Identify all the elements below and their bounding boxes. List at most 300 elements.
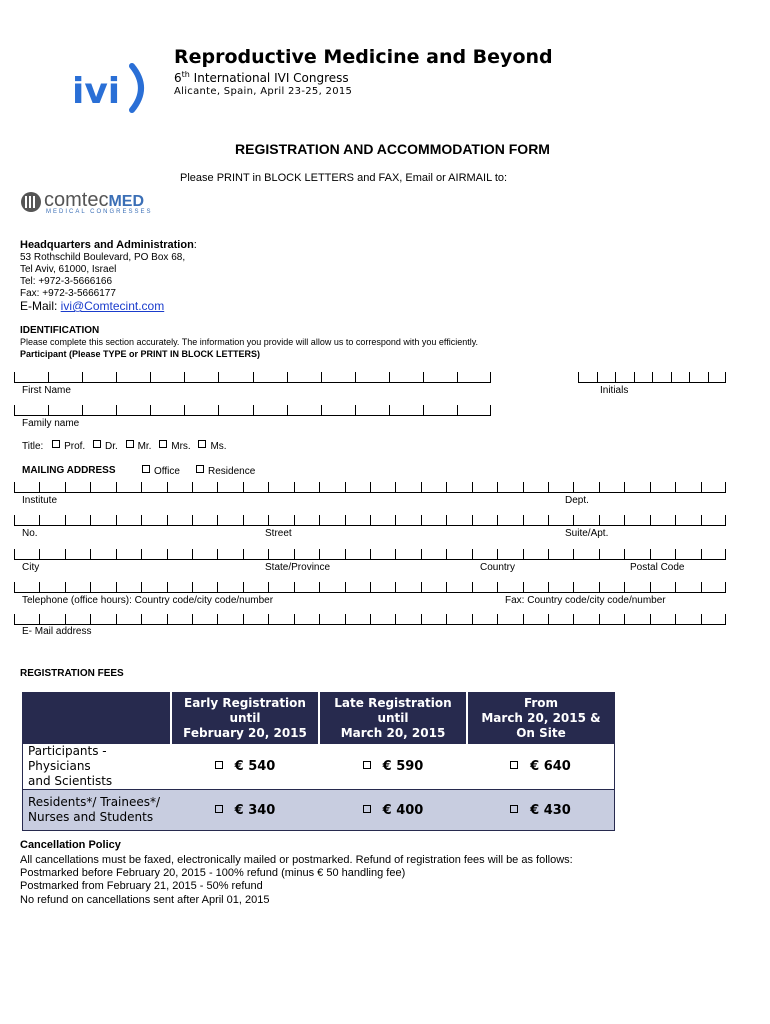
field-divider <box>650 582 651 592</box>
field-divider <box>523 582 524 592</box>
fee-option[interactable] <box>467 744 615 790</box>
field-divider <box>167 549 168 559</box>
field-divider <box>116 515 117 525</box>
field-divider <box>90 582 91 592</box>
checkbox-icon <box>198 440 206 448</box>
field-divider <box>14 515 15 525</box>
field-divider <box>192 582 193 592</box>
checkbox-icon <box>159 440 167 448</box>
city-label: City <box>22 562 40 573</box>
fee-price: € 400 <box>382 802 424 818</box>
field-divider <box>370 515 371 525</box>
field-divider <box>39 482 40 492</box>
field-divider <box>446 549 447 559</box>
field-divider <box>150 372 151 382</box>
fee-header-onsite <box>467 692 615 744</box>
registration-fees-table <box>22 692 615 831</box>
field-divider <box>116 614 117 624</box>
field-divider <box>472 582 473 592</box>
field-divider <box>421 614 422 624</box>
field-divider <box>217 582 218 592</box>
field-divider <box>389 405 390 415</box>
field-divider <box>14 405 15 415</box>
suite-label: Suite/Apt. <box>565 528 609 539</box>
field-divider <box>701 614 702 624</box>
field-divider <box>217 614 218 624</box>
field-divider <box>141 515 142 525</box>
congress-number: 6 <box>174 71 182 85</box>
cancellation-line: Postmarked before February 20, 2015 - 100% refund (minus € 50 handling fee) <box>20 867 406 879</box>
form-title: REGISTRATION AND ACCOMMODATION FORM <box>235 141 550 157</box>
field-divider <box>287 405 288 415</box>
field-divider <box>395 515 396 525</box>
field-divider <box>345 515 346 525</box>
field-divider <box>150 405 151 415</box>
ivi-logo-text: ivi <box>72 71 121 112</box>
field-divider <box>218 405 219 415</box>
fee-category-line: and Scientists <box>28 774 113 788</box>
postal-code-label: Postal Code <box>630 562 685 573</box>
initials-label: Initials <box>600 385 629 396</box>
field-divider <box>573 582 574 592</box>
field-divider <box>490 372 491 382</box>
fee-header-line: until <box>229 710 261 725</box>
state-label: State/Province <box>265 562 331 573</box>
field-divider <box>446 515 447 525</box>
street-address-field[interactable] <box>14 515 726 526</box>
field-divider <box>48 405 49 415</box>
field-divider <box>497 515 498 525</box>
field-divider <box>652 372 653 382</box>
field-divider <box>675 549 676 559</box>
field-divider <box>48 372 49 382</box>
checkbox-icon <box>215 761 223 769</box>
fee-option[interactable] <box>319 790 467 831</box>
field-divider <box>294 582 295 592</box>
field-divider <box>457 405 458 415</box>
field-divider <box>14 372 15 382</box>
field-divider <box>319 614 320 624</box>
field-divider <box>243 582 244 592</box>
checkbox-icon <box>510 761 518 769</box>
cancellation-line: All cancellations must be faxed, electronically mailed or postmarked. Refund of registration fees will be as follows: <box>20 854 573 866</box>
telephone-label: Telephone (office hours): Country code/city code/number <box>22 595 274 606</box>
field-divider <box>82 372 83 382</box>
field-divider <box>116 405 117 415</box>
dept-label: Dept. <box>565 495 589 506</box>
comtec-logo <box>20 191 165 219</box>
address-type-label: Office <box>154 466 180 477</box>
field-divider <box>446 582 447 592</box>
hq-email-label: E-Mail: <box>20 299 61 313</box>
first-name-field[interactable] <box>14 372 491 383</box>
fee-option[interactable] <box>319 744 467 790</box>
field-divider <box>167 515 168 525</box>
field-divider <box>268 482 269 492</box>
city-state-field[interactable] <box>14 549 726 560</box>
field-divider <box>243 482 244 492</box>
fee-header-line: From <box>523 695 559 710</box>
checkbox-icon <box>126 440 134 448</box>
field-divider <box>701 482 702 492</box>
field-divider <box>14 582 15 592</box>
field-divider <box>523 549 524 559</box>
field-divider <box>345 614 346 624</box>
cancellation-heading: Cancellation Policy <box>20 839 121 851</box>
institute-label: Institute <box>22 495 58 506</box>
field-divider <box>650 549 651 559</box>
country-label: Country <box>480 562 516 573</box>
field-divider <box>573 549 574 559</box>
field-divider <box>423 372 424 382</box>
field-divider <box>490 405 491 415</box>
title-option-label: Mr. <box>137 441 152 452</box>
fee-price: € 640 <box>530 759 571 774</box>
fee-category-line: Residents*/ Trainees*/ <box>28 795 161 809</box>
field-divider <box>421 549 422 559</box>
field-divider <box>370 482 371 492</box>
comtec-accent: MED <box>108 193 145 210</box>
fee-option[interactable] <box>467 790 615 831</box>
field-divider <box>355 372 356 382</box>
field-divider <box>634 372 635 382</box>
field-divider <box>599 582 600 592</box>
field-divider <box>321 405 322 415</box>
field-divider <box>14 549 15 559</box>
congress-location: Alicante, Spain, April 23-25, 2015 <box>174 86 353 97</box>
field-divider <box>294 515 295 525</box>
phone-fax-field[interactable] <box>14 582 726 593</box>
congress-name: International IVI Congress <box>189 71 349 85</box>
checkbox-icon <box>215 805 223 813</box>
registration-fees-heading: REGISTRATION FEES <box>20 668 124 679</box>
congress-title: Reproductive Medicine and Beyond <box>174 46 553 68</box>
field-divider <box>345 549 346 559</box>
field-divider <box>217 482 218 492</box>
field-divider <box>671 372 672 382</box>
email-field[interactable] <box>14 614 726 625</box>
field-divider <box>268 515 269 525</box>
field-divider <box>167 482 168 492</box>
field-divider <box>253 405 254 415</box>
field-divider <box>65 515 66 525</box>
field-divider <box>116 372 117 382</box>
field-divider <box>423 405 424 415</box>
participant-instruction: Participant (Please TYPE or PRINT IN BLOCK LETTERS) <box>20 349 261 359</box>
field-divider <box>14 614 15 624</box>
field-divider <box>701 582 702 592</box>
title-option-prof[interactable] <box>52 441 85 452</box>
title-option-mr[interactable] <box>126 441 152 452</box>
field-divider <box>421 582 422 592</box>
field-divider <box>599 549 600 559</box>
cancellation-line: Postmarked from February 21, 2015 - 50% refund <box>20 880 263 892</box>
field-divider <box>421 515 422 525</box>
field-divider <box>497 582 498 592</box>
field-divider <box>523 614 524 624</box>
field-divider <box>268 549 269 559</box>
field-divider <box>457 372 458 382</box>
family-name-field[interactable] <box>14 405 491 416</box>
title-option-label: Dr. <box>105 441 118 452</box>
ivi-logo <box>70 60 152 116</box>
field-divider <box>689 372 690 382</box>
field-divider <box>39 582 40 592</box>
comtec-globe-icon <box>20 191 42 213</box>
field-divider <box>573 515 574 525</box>
field-divider <box>90 549 91 559</box>
field-divider <box>192 614 193 624</box>
field-divider <box>675 614 676 624</box>
checkbox-icon <box>510 805 518 813</box>
hq-email-link[interactable]: ivi@Comtecint.com <box>60 299 165 313</box>
field-divider <box>192 482 193 492</box>
fee-header-early <box>171 692 319 744</box>
field-divider <box>287 372 288 382</box>
field-divider <box>218 372 219 382</box>
field-divider <box>184 372 185 382</box>
checkbox-icon <box>52 440 60 448</box>
checkbox-icon <box>363 761 371 769</box>
field-divider <box>389 372 390 382</box>
no-label: No. <box>22 528 38 539</box>
field-divider <box>90 614 91 624</box>
fee-header-blank <box>23 692 172 744</box>
first-name-label: First Name <box>22 385 71 396</box>
hq-fax: Fax: +972-3-5666177 <box>20 288 116 299</box>
field-divider <box>355 405 356 415</box>
identification-heading: IDENTIFICATION <box>20 325 100 336</box>
field-divider <box>116 482 117 492</box>
fee-price: € 430 <box>530 802 571 818</box>
field-divider <box>725 614 726 624</box>
field-divider <box>319 582 320 592</box>
title-option-dr[interactable] <box>93 441 118 452</box>
field-divider <box>192 549 193 559</box>
checkbox-icon <box>93 440 101 448</box>
field-divider <box>599 482 600 492</box>
hq-email <box>20 299 164 313</box>
field-divider <box>345 482 346 492</box>
checkbox-icon <box>363 805 371 813</box>
hq-address-line: Tel Aviv, 61000, Israel <box>20 264 117 275</box>
field-divider <box>624 482 625 492</box>
fee-price: € 590 <box>382 759 424 774</box>
field-divider <box>294 614 295 624</box>
field-divider <box>421 482 422 492</box>
fee-header-line: Early Registration <box>184 695 306 710</box>
field-divider <box>39 614 40 624</box>
field-divider <box>243 515 244 525</box>
field-divider <box>675 482 676 492</box>
field-divider <box>319 482 320 492</box>
field-divider <box>446 482 447 492</box>
fee-option[interactable] <box>171 744 319 790</box>
fee-header-line: March 20, 2015 & <box>481 710 601 725</box>
fee-price: € 540 <box>234 759 276 774</box>
field-divider <box>395 549 396 559</box>
fee-header-line: Late Registration <box>334 695 452 710</box>
fee-price: € 340 <box>234 802 276 818</box>
field-divider <box>370 614 371 624</box>
field-divider <box>141 549 142 559</box>
congress-ordinal: th <box>181 70 190 79</box>
field-divider <box>217 515 218 525</box>
field-divider <box>599 515 600 525</box>
field-divider <box>167 614 168 624</box>
hq-phone: Tel: +972-3-5666166 <box>20 276 113 287</box>
field-divider <box>39 549 40 559</box>
field-divider <box>472 549 473 559</box>
field-divider <box>141 614 142 624</box>
field-divider <box>472 614 473 624</box>
comtec-name: comtec <box>44 189 109 211</box>
hq-address-line: 53 Rothschild Boulevard, PO Box 68, <box>20 252 186 263</box>
field-divider <box>253 372 254 382</box>
field-divider <box>268 582 269 592</box>
field-divider <box>116 549 117 559</box>
field-divider <box>497 614 498 624</box>
table-row <box>23 744 615 790</box>
field-divider <box>675 582 676 592</box>
identification-text: Please complete this section accurately. The information you provide will allow us to correspond with you efficiently. <box>20 337 479 347</box>
field-divider <box>243 549 244 559</box>
address-type-residence[interactable] <box>196 465 255 477</box>
ivi-logo-graphic <box>70 60 152 116</box>
email-label: E- Mail address <box>22 626 92 637</box>
fee-category-line: Nurses and Students <box>28 810 154 824</box>
checkbox-icon <box>142 465 150 473</box>
fee-header-line: On Site <box>516 725 566 740</box>
mailing-address-label: MAILING ADDRESS <box>22 465 116 476</box>
comtec-tagline: MEDICAL CONGRESSES <box>46 209 153 215</box>
field-divider <box>395 482 396 492</box>
field-divider <box>472 515 473 525</box>
fee-header-line: March 20, 2015 <box>340 725 446 740</box>
field-divider <box>624 582 625 592</box>
field-divider <box>624 549 625 559</box>
field-divider <box>217 549 218 559</box>
field-divider <box>497 549 498 559</box>
fee-header-line: February 20, 2015 <box>183 725 307 740</box>
field-divider <box>523 482 524 492</box>
field-divider <box>701 515 702 525</box>
field-divider <box>548 515 549 525</box>
fee-option[interactable] <box>171 790 319 831</box>
field-divider <box>523 515 524 525</box>
field-divider <box>472 482 473 492</box>
fee-category-line: Participants - Physicians <box>28 744 107 773</box>
title-option-ms[interactable] <box>198 441 226 452</box>
field-divider <box>141 482 142 492</box>
field-divider <box>345 582 346 592</box>
field-divider <box>578 372 579 382</box>
title-option-label: Mrs. <box>171 441 191 452</box>
fee-category <box>23 790 172 831</box>
field-divider <box>243 614 244 624</box>
field-divider <box>650 482 651 492</box>
checkbox-icon <box>196 465 204 473</box>
hq-heading-text: Headquarters and Administration <box>20 239 194 251</box>
field-divider <box>675 515 676 525</box>
field-divider <box>725 482 726 492</box>
congress-edition <box>174 70 349 85</box>
fee-category <box>23 744 172 790</box>
hq-heading-colon: : <box>193 239 197 251</box>
field-divider <box>14 482 15 492</box>
field-divider <box>573 614 574 624</box>
field-divider <box>294 549 295 559</box>
field-divider <box>65 482 66 492</box>
field-divider <box>624 515 625 525</box>
field-divider <box>701 549 702 559</box>
fee-header-line: until <box>377 710 409 725</box>
field-divider <box>650 614 651 624</box>
field-divider <box>184 405 185 415</box>
title-option-label: Prof. <box>64 441 86 452</box>
field-divider <box>725 372 726 382</box>
title-option-mrs[interactable] <box>159 441 190 452</box>
field-divider <box>624 614 625 624</box>
field-divider <box>90 482 91 492</box>
field-divider <box>90 515 91 525</box>
field-divider <box>497 482 498 492</box>
field-divider <box>395 614 396 624</box>
hq-heading <box>20 239 197 251</box>
field-divider <box>725 582 726 592</box>
field-divider <box>82 405 83 415</box>
field-divider <box>39 515 40 525</box>
field-divider <box>167 582 168 592</box>
title-options <box>22 440 227 452</box>
address-type-office[interactable] <box>142 465 180 477</box>
field-divider <box>548 482 549 492</box>
field-divider <box>573 482 574 492</box>
field-divider <box>615 372 616 382</box>
street-label: Street <box>265 528 292 539</box>
field-divider <box>708 372 709 382</box>
cancellation-line: No refund on cancellations sent after April 01, 2015 <box>20 894 270 906</box>
field-divider <box>192 515 193 525</box>
field-divider <box>65 582 66 592</box>
field-divider <box>548 549 549 559</box>
fax-label: Fax: Country code/city code/number <box>505 595 666 606</box>
family-name-label: Family name <box>22 418 80 429</box>
field-divider <box>725 515 726 525</box>
field-divider <box>599 614 600 624</box>
instructions: Please PRINT in BLOCK LETTERS and FAX, Email or AIRMAIL to: <box>180 172 508 184</box>
field-divider <box>725 549 726 559</box>
field-divider <box>319 515 320 525</box>
field-divider <box>370 582 371 592</box>
field-divider <box>294 482 295 492</box>
field-divider <box>446 614 447 624</box>
table-row <box>23 790 615 831</box>
field-divider <box>395 582 396 592</box>
field-divider <box>597 372 598 382</box>
field-divider <box>321 372 322 382</box>
field-divider <box>319 549 320 559</box>
field-divider <box>116 582 117 592</box>
field-divider <box>141 582 142 592</box>
initials-field[interactable] <box>578 372 726 383</box>
fee-header-late <box>319 692 467 744</box>
field-divider <box>650 515 651 525</box>
field-divider <box>370 549 371 559</box>
field-divider <box>65 614 66 624</box>
address-type-label: Residence <box>208 466 256 477</box>
institute-field[interactable] <box>14 482 726 493</box>
